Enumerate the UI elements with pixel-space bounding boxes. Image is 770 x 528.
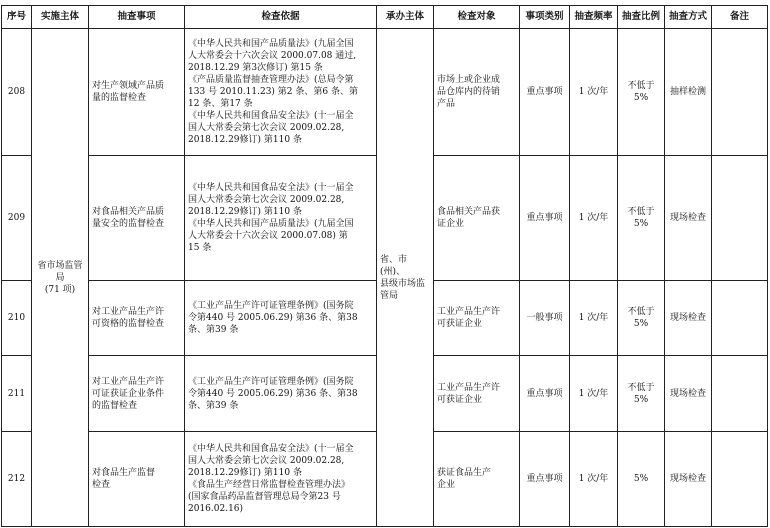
ratio-cell: 不低于 5% (618, 29, 665, 156)
row-number: 209 (2, 156, 32, 281)
ratio-cell: 5% (618, 432, 665, 527)
basis-cell (185, 281, 377, 356)
method-cell: 现场检查 (665, 356, 712, 432)
basis-line: 《中华人民共和国食品安全法》(十一届全 (188, 444, 354, 454)
object-cell (434, 281, 520, 356)
header-item: 抽查事项 (89, 6, 185, 29)
header-note: 备注 (712, 6, 768, 29)
item-line: 可证获证企业条件 (92, 388, 165, 399)
basis-line: 《工业产品生产许可证管理条例》(国务院 (188, 301, 354, 311)
item-line: 的监督检查 (92, 400, 138, 411)
ratio-cell: 不低于 5% (618, 281, 665, 356)
item-cell (89, 432, 185, 527)
handler-cell (377, 29, 434, 527)
header-object: 检查对象 (434, 6, 520, 29)
basis-line: 《食品生产经营日常监督检查管理办法》 (188, 480, 351, 490)
basis-line: 《中华人民共和国食品安全法》(十一届全 (188, 111, 354, 121)
basis-line: 《中华人民共和国产品质量法》(九届全国 (188, 39, 354, 49)
handler-line: 省、市(州)、 (380, 254, 408, 277)
ratio-cell: 不低于 5% (618, 156, 665, 281)
basis-line: (国家食品药品监督管理总局令第23 号 (188, 492, 341, 502)
basis-line: 令第440 号 2005.06.29) 第36 条、第38 (188, 388, 358, 399)
basis-line: 令第440 号 2005.06.29) 第36 条、第38 (188, 313, 358, 323)
item-line: 量的监督检查 (92, 93, 147, 103)
object-cell (434, 356, 520, 432)
basis-cell (185, 432, 377, 527)
object-line: 市场上或企业成 (437, 75, 501, 85)
implementer-count: (71 项) (44, 284, 76, 295)
category-cell: 一般事项 (520, 281, 570, 356)
header-method: 抽查方式 (665, 6, 712, 29)
frequency-cell: 1 次/年 (570, 156, 618, 281)
object-line: 可获证企业 (437, 394, 483, 405)
row-number: 208 (2, 29, 32, 156)
basis-cell (185, 156, 377, 281)
frequency-cell: 1 次/年 (570, 281, 618, 356)
ratio-cell: 不低于 5% (618, 356, 665, 432)
basis-line: 2018.12.29 第3次修订) 第15 条 (188, 63, 323, 73)
basis-line: 15 条 (188, 243, 212, 253)
object-cell (434, 156, 520, 281)
note-cell (712, 281, 768, 356)
handler-line: 县级市场监 (380, 278, 426, 289)
object-cell (434, 432, 520, 527)
object-line: 证企业 (437, 219, 465, 229)
object-line: 产品 (437, 99, 456, 109)
item-cell (89, 29, 185, 156)
basis-line: 国人大常委会第七次会议 2009.02.28, (188, 123, 345, 133)
basis-line: 2018.12.29修订) 第110 条 (188, 207, 302, 217)
category-cell: 重点事项 (520, 156, 570, 281)
item-line: 检查 (92, 480, 111, 490)
item-line: 对食品生产监督 (92, 468, 156, 478)
note-cell (712, 432, 768, 527)
object-line: 可获证企业 (437, 319, 483, 329)
item-line: 对生产领域产品质 (92, 81, 165, 91)
header-category: 事项类别 (520, 6, 570, 29)
item-line: 可资格的监督检查 (92, 319, 165, 329)
row-number: 211 (2, 356, 32, 432)
object-line: 获证食品生产 (437, 468, 492, 478)
method-cell: 现场检查 (665, 432, 712, 527)
item-cell (89, 356, 185, 432)
basis-line: 12 条、第17 条 (188, 99, 253, 109)
basis-cell (185, 356, 377, 432)
item-cell (89, 156, 185, 281)
basis-line: 人大常委会十六次会议 2000.07.08 通过, (188, 51, 357, 61)
header-handler: 承办主体 (377, 6, 434, 29)
note-cell (712, 356, 768, 432)
object-cell (434, 29, 520, 156)
basis-line: 《产品质量监督抽查管理办法》(总局令第 (188, 75, 354, 85)
method-cell: 现场检查 (665, 156, 712, 281)
object-line: 工业产品生产许 (437, 382, 501, 393)
frequency-cell: 1 次/年 (570, 29, 618, 156)
handler-line: 管局 (380, 290, 399, 301)
frequency-cell: 1 次/年 (570, 356, 618, 432)
basis-line: 国人大常委会第七次会议 2009.02.28, (188, 456, 345, 466)
object-line: 工业产品生产许 (437, 307, 501, 317)
item-cell (89, 281, 185, 356)
basis-line: 2018.12.29修订) 第110 条 (188, 468, 302, 478)
basis-line: 条、第39 条 (188, 325, 239, 335)
implementer-name: 省市场监管局 (37, 260, 83, 283)
item-line: 对工业产品生产许 (92, 307, 165, 317)
basis-line: 条、第39 条 (188, 400, 239, 411)
method-cell: 现场检查 (665, 281, 712, 356)
basis-line: 133 号 2010.11.23) 第2 条、第6 条、第 (188, 87, 358, 97)
basis-line: 人大常委会十六次会议 2000.07.08) 第 (188, 231, 348, 241)
basis-line: 《中华人民共和国产品质量法》(九届全国 (188, 219, 354, 229)
object-line: 食品相关产品获 (437, 207, 501, 217)
item-line: 对食品相关产品质 (92, 207, 165, 217)
row-number: 212 (2, 432, 32, 527)
header-no: 序号 (2, 6, 32, 29)
implementer-cell (32, 29, 89, 527)
header-ratio: 抽查比例 (618, 6, 665, 29)
inspection-table (1, 5, 768, 527)
header-row (2, 6, 768, 29)
basis-line: 《工业产品生产许可证管理条例》(国务院 (188, 376, 354, 387)
note-cell (712, 156, 768, 281)
frequency-cell: 1 次/年 (570, 432, 618, 527)
basis-line: 2016.02.16) (188, 504, 244, 514)
row-number: 210 (2, 281, 32, 356)
table-row (2, 29, 768, 156)
basis-line: 2018.12.29修订) 第110 条 (188, 135, 302, 145)
object-line: 品仓库内的待销 (437, 87, 501, 97)
item-line: 量安全的监督检查 (92, 219, 165, 229)
category-cell: 重点事项 (520, 432, 570, 527)
method-cell: 抽样检测 (665, 29, 712, 156)
basis-line: 国人大常委会第七次会议 2009.02.28, (188, 195, 345, 205)
object-line: 企业 (437, 480, 456, 490)
inspection-table-page (1, 5, 767, 527)
header-basis: 检查依据 (185, 6, 377, 29)
header-implementer: 实施主体 (32, 6, 89, 29)
basis-line: 《中华人民共和国食品安全法》(十一届全 (188, 183, 354, 193)
category-cell: 重点事项 (520, 356, 570, 432)
category-cell: 重点事项 (520, 29, 570, 156)
item-line: 对工业产品生产许 (92, 376, 165, 387)
basis-cell (185, 29, 377, 156)
header-frequency: 抽查频率 (570, 6, 618, 29)
note-cell (712, 29, 768, 156)
